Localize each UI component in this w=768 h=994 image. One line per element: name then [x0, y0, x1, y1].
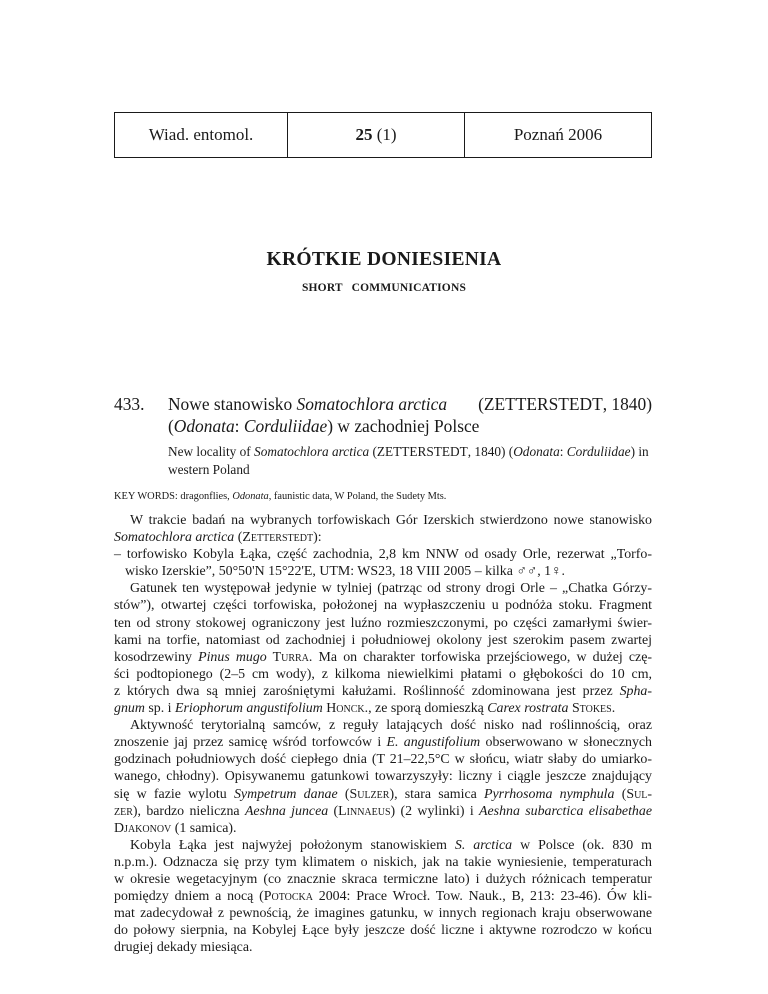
body-line: Kobyla Łąka jest najwyżej położonym stanowiskiem S. arctica w Polsce (ok. 830 m: [130, 837, 652, 853]
article-body: [114, 512, 652, 956]
body-line: – torfowisko Kobyla Łąka, część zachodnia, 2,8 km NNW od osady Orle, rezerwat „Torfo-: [114, 547, 652, 563]
body-line: w okresie wegetacyjnym (co znacznie skraca termiczne lato) i dużych różnicach temperatur: [114, 871, 652, 887]
article-title-line-2: (Odonata: Corduliidae) w zachodniej Polsce: [168, 416, 480, 436]
body-line: do połowy sierpnia, na Kobylej Łące były jeszcze dość liczne i aktywne rozrodczo w końcu: [114, 923, 652, 939]
body-line: Aktywność terytorialną samców, z reguły latających dość nisko nad roślinnością, oraz: [130, 718, 652, 734]
body-line: Somatochlora arctica (Zetterstedt):: [114, 530, 322, 546]
section-title: KRÓTKIE DONIESIENIA: [266, 249, 502, 270]
section-subtitle: SHORT COMMUNICATIONS: [301, 282, 467, 294]
place-year-cell: [465, 113, 652, 158]
body-line: drugiej dekady miesiąca.: [114, 940, 253, 956]
species-name: Somatochlora arctica: [296, 394, 448, 414]
body-line: z których dwa są mniej zarośniętymi kałużami. Roślinność zdominowana jest przez Spha-: [114, 683, 652, 699]
body-line: kami na torfie, natomiast od zachodniej i południowej okolony jest szerokim pasem zwartej: [114, 632, 652, 648]
article-number: 433.: [114, 394, 145, 414]
body-line: n.p.m.). Odznacza się przy tym klimatem o niskich, jak na takie wyniesienie, temperaturach: [114, 854, 652, 870]
body-line: Gatunek ten występował jedynie w tylniej (patrząc od strony drogi Orle – „Chatka Górzy-: [130, 581, 652, 597]
body-line: godzinach południowych dość ciepłego dnia (T 21–22,5°C w słońcu, wiatr słaby do umiarko-: [114, 752, 652, 768]
keywords-label: KEY WORDS:: [114, 491, 178, 502]
body-line: się w fazie wylotu Sympetrum danae (Sulzer), stara samica Pyrrhosoma nymphula (Sul-: [114, 786, 653, 802]
body-line: wisko Izerskie”, 50°50'N 15°22'E, UTM: WS23, 18 VIII 2005 – kilka ♂♂, 1♀.: [125, 564, 565, 580]
body-line: mat zadecydował z pewnością, że imagines gatunku, w innych regionach kraju obserwowane: [114, 906, 652, 922]
body-line: kosodrzewiny Pinus mugo Turra. Ma on charakter torfowiska przejściowego, w dużej czę-: [114, 649, 652, 665]
body-line: W trakcie badań na wybranych torfowiskach Gór Izerskich stwierdzono nowe stanowisko: [130, 513, 652, 528]
journal-name: Wiad. entomol.: [148, 125, 254, 144]
body-line: zer), bardzo nieliczna Aeshna juncea (Linnaeus) (2 wylinki) i Aeshna subarctica elisabethae: [114, 803, 652, 819]
body-line: gnum sp. i Eriophorum angustifolium Honck., ze sporą domieszką Carex rostrata Stokes.: [114, 701, 616, 717]
body-line: wanego, chłodny). Opisywanemu gatunkowi towarzyszyły: liczny i ciągle jeszcze znajdujący: [114, 769, 652, 785]
volume-number: 25: [355, 125, 373, 144]
body-line: ten od strony stokowej ograniczony jest luźno rozmieszczonymi, po części zamarłymi świer-: [114, 615, 652, 631]
issue-number: (1): [376, 125, 397, 144]
article-title-author: (ZETTERSTEDT, 1840): [478, 394, 652, 414]
journal-name-cell: [115, 113, 288, 158]
volume-cell: [288, 113, 465, 158]
place-year: Poznań 2006: [513, 125, 603, 144]
body-line: Djakonov (1 samica).: [114, 820, 237, 836]
body-line: pomiędzy dniem a nocą (Potocka 2004: Prace Wrocł. Tow. Nauk., B, 213: 23-46). Ów kli-: [114, 889, 653, 905]
body-line: stów”), otwartej części torfowiska, położonej na wypłaszczeniu u podnóża stoku. Fragment: [114, 598, 652, 614]
article-title-line-1: Nowe stanowisko Somatochlora arctica: [168, 394, 448, 414]
body-line: znoszenie jaj przez samicę wśród torfowców i E. angustifolium obserwowano w słonecznych: [114, 735, 652, 751]
english-title: New locality of Somatochlora arctica (ZETTERSTEDT, 1840) (Odonata: Corduliidae) in western Poland: [168, 444, 649, 477]
keywords: KEY WORDS: dragonflies, Odonata, faunistic data, W Poland, the Sudety Mts.: [114, 491, 447, 502]
journal-header-table: [114, 112, 652, 158]
body-line: ści podtopionego (2–5 cm wody), z kilkoma niewielkimi płatami o głębokości do 10 cm,: [114, 666, 652, 682]
